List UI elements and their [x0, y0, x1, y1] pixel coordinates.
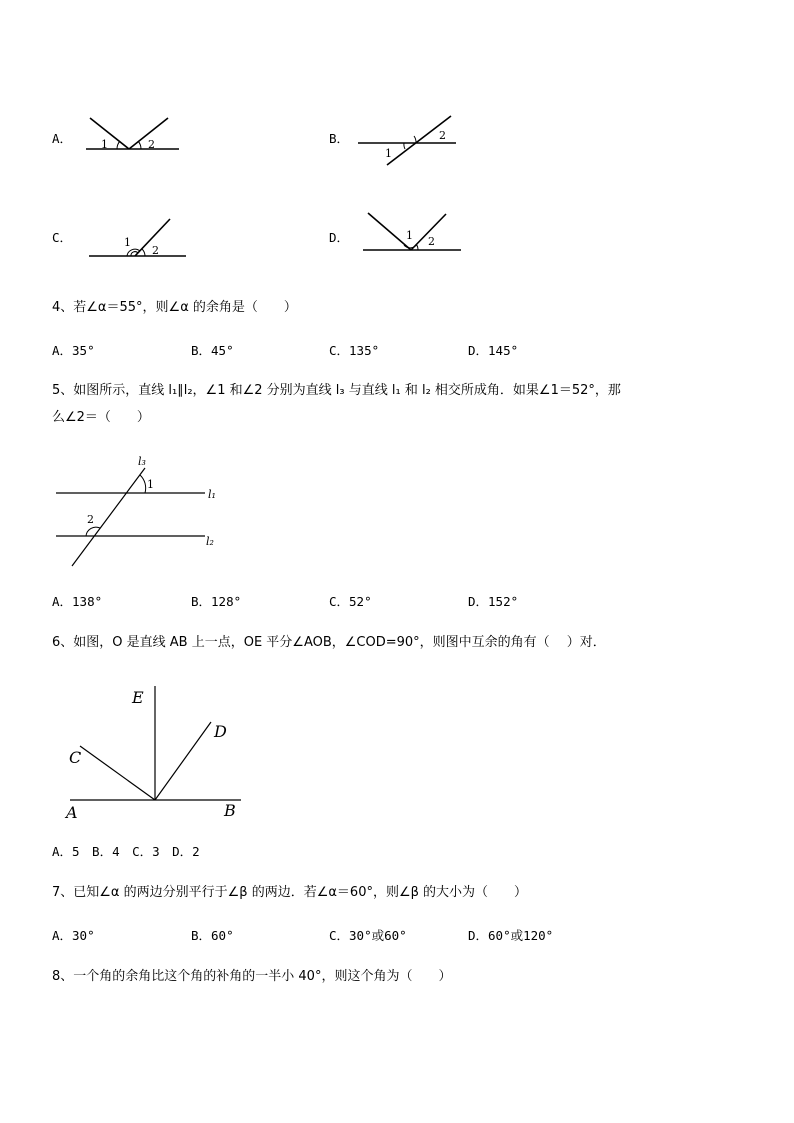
question-5-label-angle-1: 1 — [147, 478, 154, 491]
question-5-label-l1: l₁ — [208, 488, 216, 501]
question-7-option-a: A．30° — [52, 928, 95, 943]
option-b-label: B． — [329, 131, 350, 146]
option-d-angle-1: 1 — [406, 229, 413, 242]
question-5-option-a: A．138° — [52, 594, 103, 609]
question-5-label-angle-2: 2 — [87, 513, 94, 526]
question-7-text: 7、已知∠α 的两边分别平行于∠β 的两边．若∠α＝60°，则∠β 的大小为（ ） — [52, 885, 528, 900]
option-a-angle-2: 2 — [148, 138, 155, 151]
question-6-options: A．5 B．4 C．3 D．2 — [52, 844, 200, 859]
option-b-angle-1: 1 — [385, 147, 392, 160]
question-4-option-c: C．135° — [329, 343, 380, 358]
question-8-text: 8、一个角的余角比这个角的补角的一半小 40°，则这个角为（ ） — [52, 969, 452, 984]
question-5-text-line-2: 么∠2＝（ ） — [52, 410, 150, 425]
question-7-option-c: C．30°或60° — [329, 928, 407, 943]
question-4-option-b: B．45° — [191, 343, 234, 358]
question-6-label-d: D — [214, 722, 227, 741]
question-5-option-d: D．152° — [468, 594, 519, 609]
question-4-text: 4、若∠α＝55°，则∠α 的余角是（ ） — [52, 300, 297, 315]
question-5-label-l3: l₃ — [138, 455, 146, 468]
question-7-option-b: B．60° — [191, 928, 234, 943]
question-5-option-c: C．52° — [329, 594, 372, 609]
option-c-angle-2: 2 — [152, 244, 159, 257]
question-5-label-l2: l₂ — [206, 535, 214, 548]
question-6-label-b: B — [224, 801, 236, 820]
question-4-option-d: D．145° — [468, 343, 519, 358]
option-c-angle-1: 1 — [124, 236, 131, 249]
option-c-label: C． — [52, 230, 73, 245]
option-a-angle-1: 1 — [101, 138, 108, 151]
question-6-label-a: A — [66, 803, 78, 822]
question-4-option-a: A．35° — [52, 343, 95, 358]
option-d-label: D． — [329, 230, 350, 245]
option-a-label: A． — [52, 131, 73, 146]
question-7-option-d: D．60°或120° — [468, 928, 554, 943]
question-6-text: 6、如图，O 是直线 AB 上一点，OE 平分∠AOB，∠COD=90°，则图中互余的角有（ ）对． — [52, 635, 606, 650]
question-6-label-e: E — [132, 688, 144, 707]
question-6-label-c: C — [69, 748, 82, 767]
question-5-option-b: B．128° — [191, 594, 242, 609]
question-5-text-line-1: 5、如图所示，直线 l₁∥l₂，∠1 和∠2 分别为直线 l₃ 与直线 l₁ 和 l₂ 相交所成角．如果∠1＝52°，那 — [52, 383, 621, 398]
option-b-angle-2: 2 — [439, 129, 446, 142]
option-d-angle-2: 2 — [428, 235, 435, 248]
